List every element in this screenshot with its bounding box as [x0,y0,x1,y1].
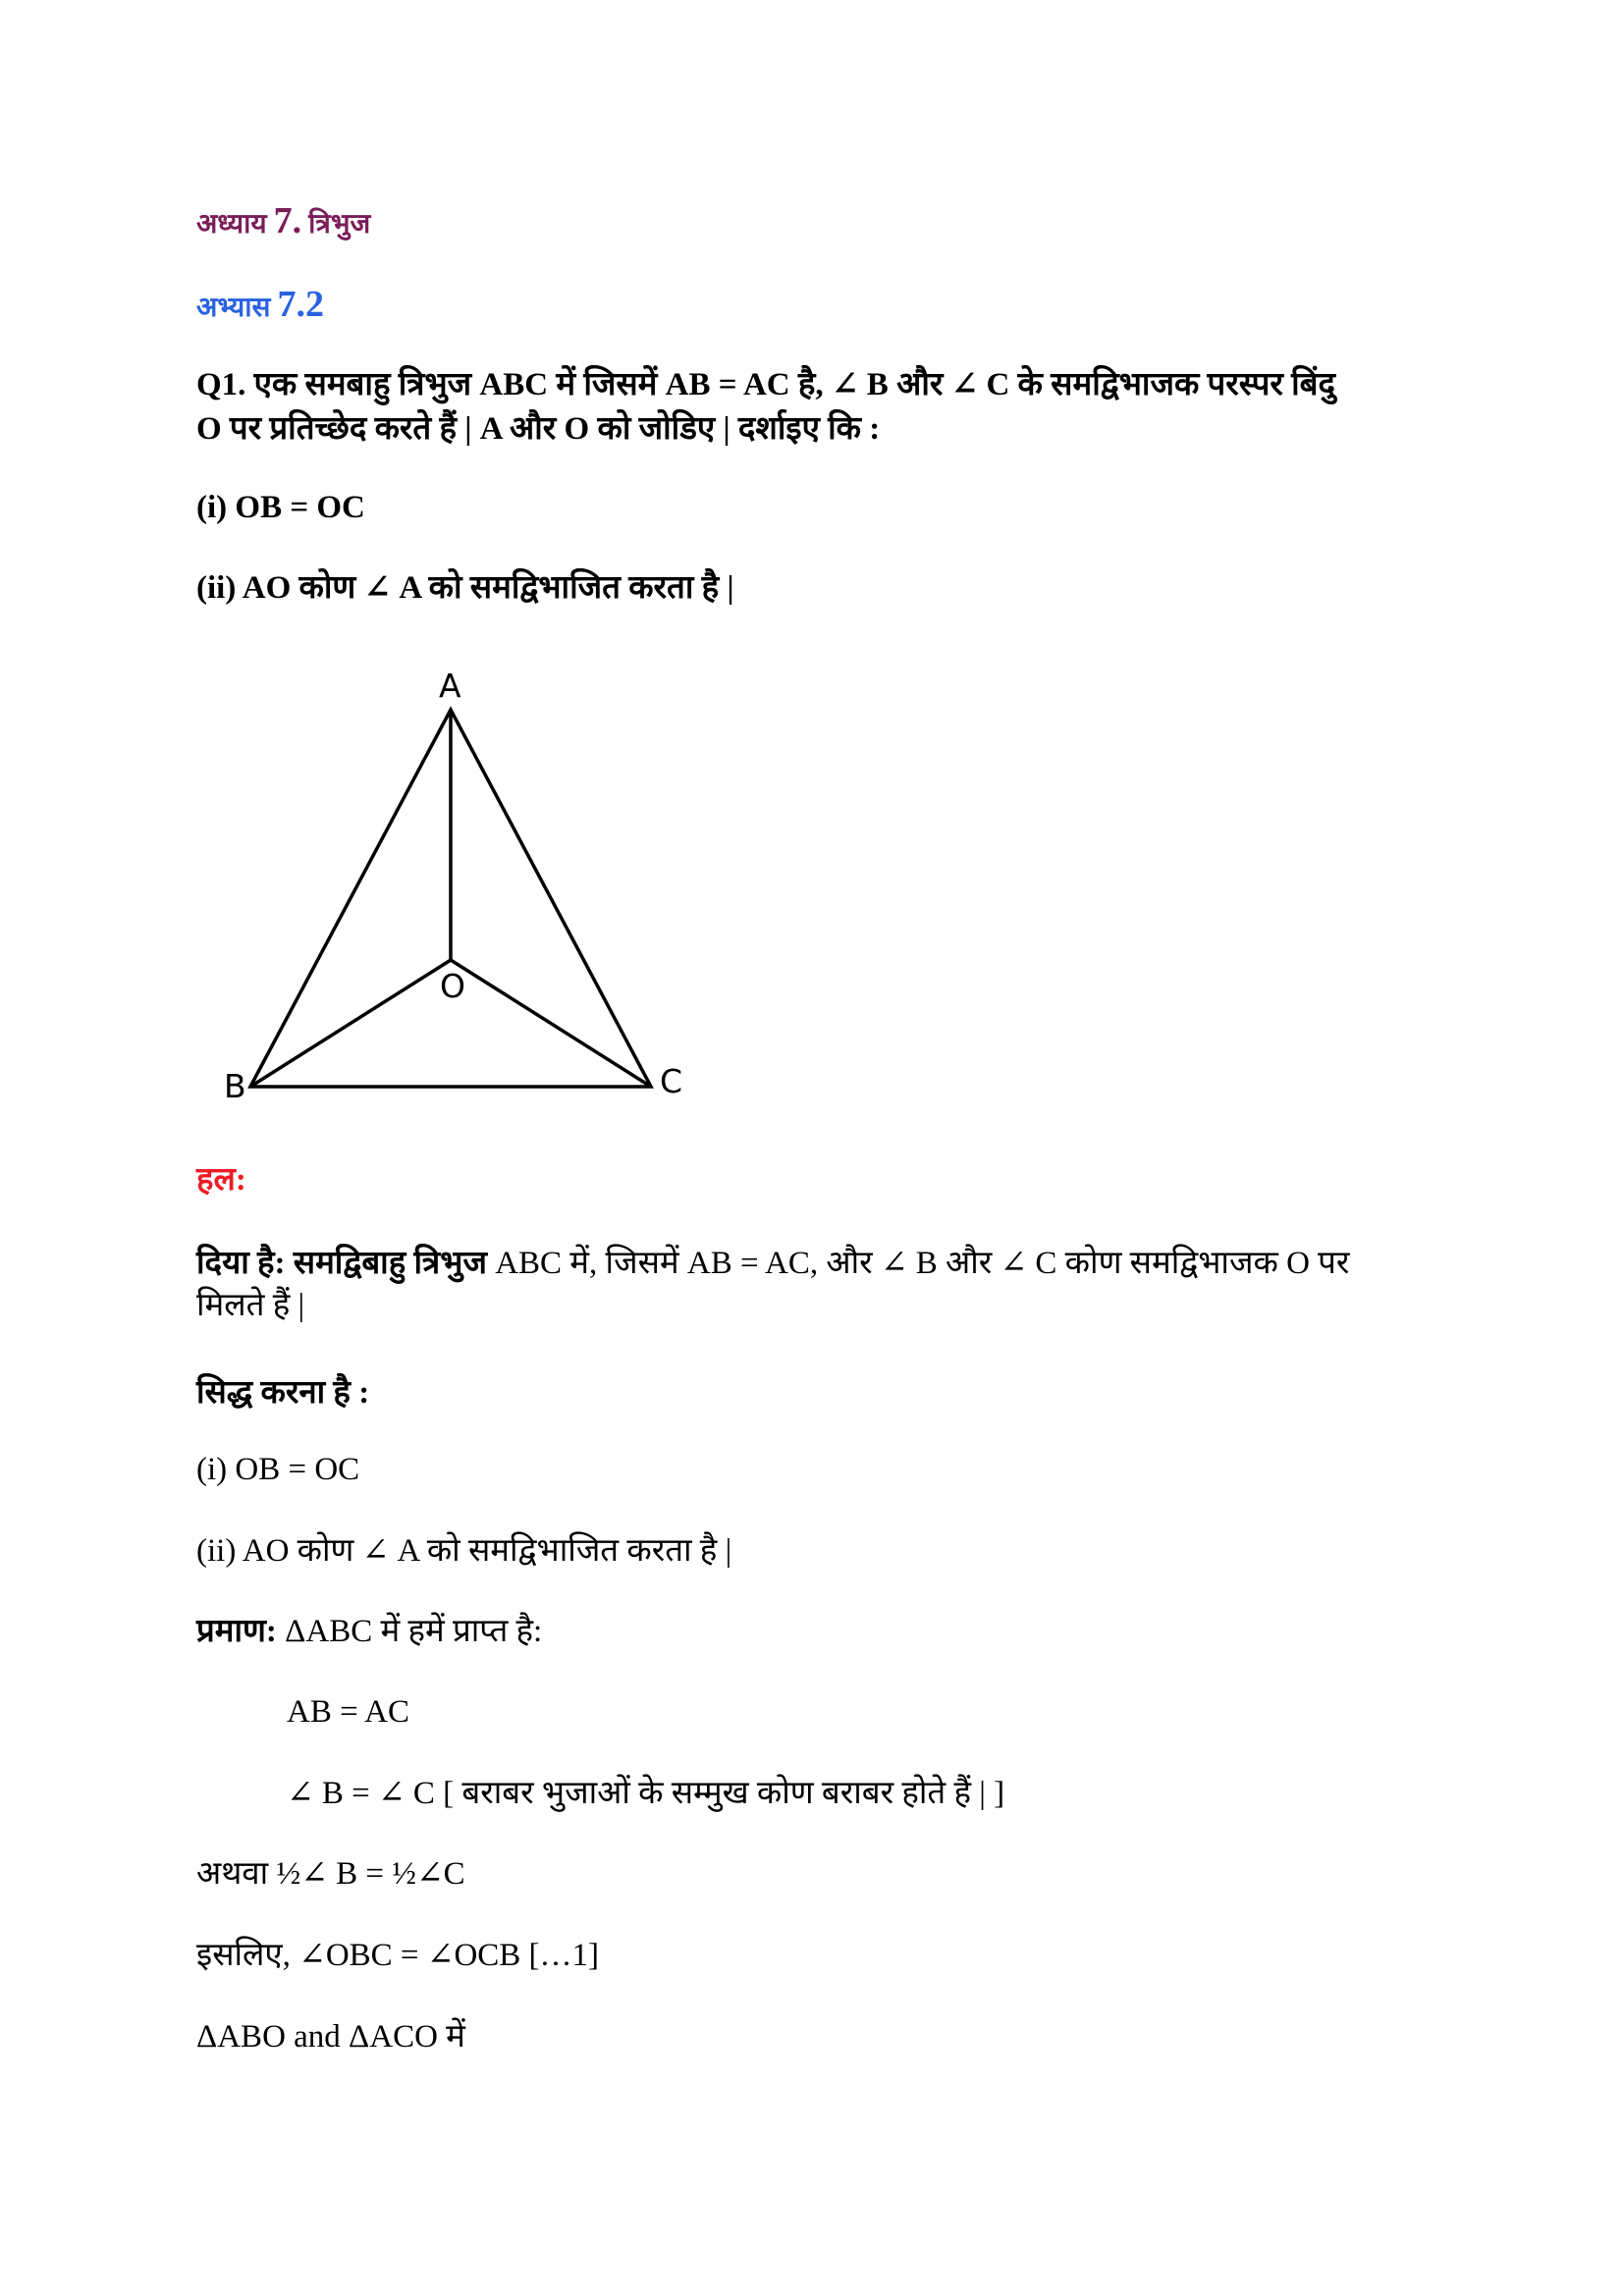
chapter-heading [196,201,370,244]
chapter-number: 7. [273,200,302,241]
given-line-1 [196,1244,1349,1283]
question-part-ii: (ii) AO कोण ∠ A को समद्विभाजित करता है | [196,570,734,606]
given-line-2: मिलते हैं | [196,1288,305,1323]
proof-step-4: इसलिए, ∠OBC = ∠OCB […1] [196,1938,600,1973]
label-c: C [660,1062,683,1100]
given-text: ABC में, जिसमें AB = AC, और ∠ B और ∠ C कोण समद्विभाजक O पर [486,1246,1350,1281]
given-label: दिया है: समद्विबाहु त्रिभुज [196,1246,487,1281]
label-o: O [440,967,465,1005]
triangle-diagram [196,648,766,1119]
proof-label: प्रमाण: [196,1614,277,1649]
proof-intro [196,1612,542,1651]
chapter-title: त्रिभुज [308,209,371,240]
proof-step-1: AB = AC [287,1694,409,1730]
label-b: B [224,1067,246,1105]
segment-bo [250,960,451,1087]
segment-co [451,960,651,1087]
solution-heading: हल: [196,1162,246,1198]
question-part-i: (i) OB = OC [196,490,365,525]
label-a: A [439,667,461,705]
proof-step-5: ΔABO and ΔACO में [196,2019,465,2055]
chapter-prefix: अध्याय [196,209,267,240]
exercise-prefix: अभ्यास [196,293,271,323]
proof-intro-text: ΔABC में हमें प्राप्त है: [276,1614,543,1649]
question-line-1: Q1. एक समबाहु त्रिभुज ABC में जिसमें AB = AC है, ∠ B और ∠ C के समद्विभाजक परस्पर बिंदु [196,367,1336,402]
proof-step-2: ∠ B = ∠ C [ बराबर भुजाओं के सम्मुख कोण बराबर होते हैं | ] [287,1776,1005,1811]
exercise-number: 7.2 [277,284,324,325]
to-prove-ii: (ii) AO कोण ∠ A को समद्विभाजित करता है | [196,1533,732,1569]
to-prove-heading: सिद्ध करना है : [196,1375,370,1411]
proof-step-3: अथवा ½∠ B = ½∠C [196,1856,465,1892]
exercise-heading [196,285,324,328]
to-prove-i: (i) OB = OC [196,1452,360,1487]
question-line-2: O पर प्रतिच्छेद करते हैं | A और O को जोडिए | दर्शाइए कि : [196,411,881,447]
